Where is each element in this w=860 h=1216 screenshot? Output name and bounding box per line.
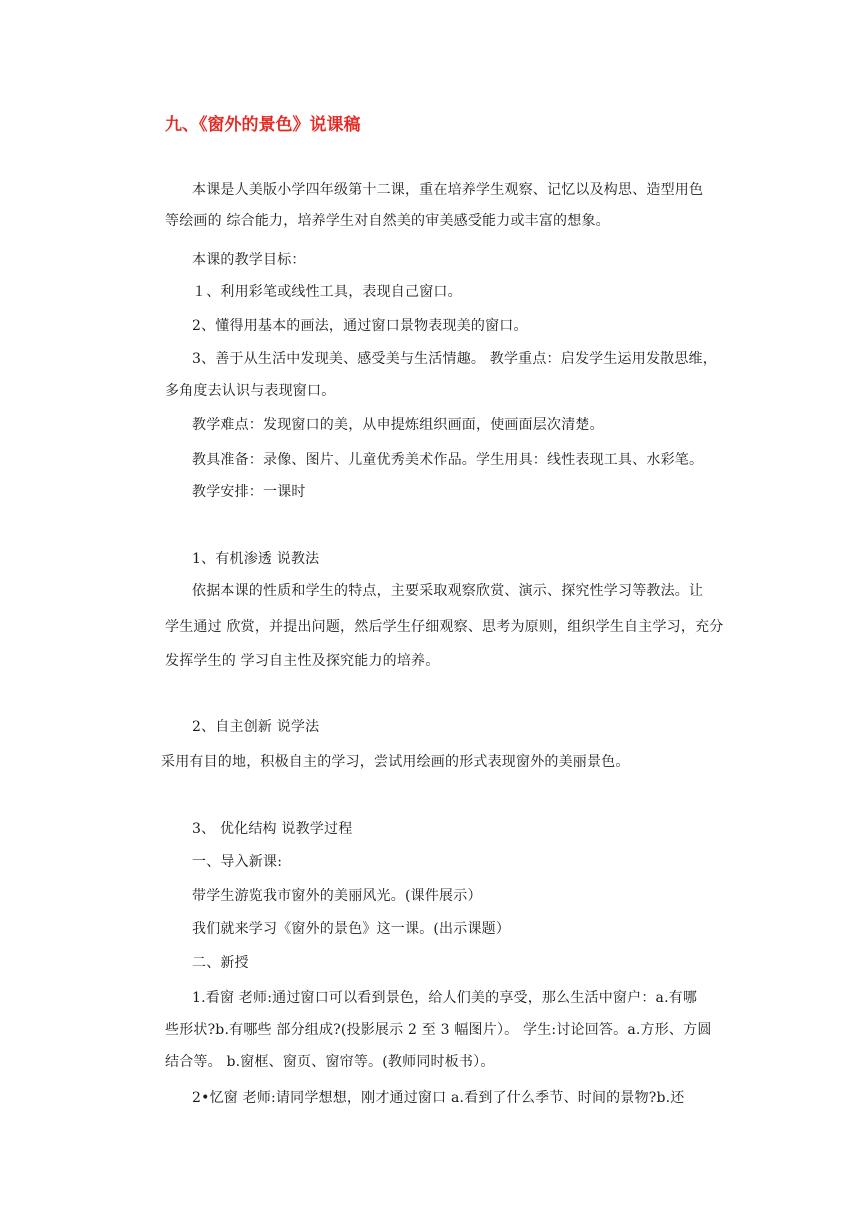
section1-line-1: 依据本课的性质和学生的特点，主要采取观察欣赏、演示、探究性学习等教法。让 [192,583,704,599]
part1-line-2: 我们就来学习《窗外的景色》这一课。(出示课题） [192,921,511,937]
part2-line-1: 1.看窗 老师:通过窗口可以看到景色，给人们美的享受，那么生活中窗户：a.有哪 [192,990,698,1006]
goal-1: １、利用彩笔或线性工具，表现自己窗口。 [192,284,462,300]
part1-heading: 一、导入新课: [192,854,283,870]
schedule-line: 教学安排：一课时 [192,484,306,500]
goal-2: 2、懂得用基本的画法，通过窗口景物表现美的窗口。 [192,318,528,334]
difficulty-line: 教学难点：发现窗口的美，从申提炼组织画面，使画面层次清楚。 [192,417,604,433]
section1-heading: 1、有机渗透 说教法 [192,551,320,567]
part2-heading: 二、新授 [192,955,249,971]
section2-body: 采用有目的地，积极自主的学习，尝试用绘画的形式表现窗外的美丽景色。 [161,754,630,770]
section2-heading: 2、自主创新 说学法 [192,719,320,735]
part2-line-4: 2•忆窗 老师:请同学想想，刚才通过窗口 a.看到了什么季节、时间的景物?b.还 [192,1090,685,1106]
part2-line-3: 结合等。 b.窗框、窗页、窗帘等。(教师同时板书）。 [165,1054,495,1070]
section1-line-2: 学生通过 欣赏，并提出问题，然后学生仔细观察、思考为原则，组织学生自主学习，充分 [165,619,724,635]
goal-3: 3、善于从生活中发现美、感受美与生活情趣。 教学重点：启发学生运用发散思维， [192,351,717,367]
section3-heading: 3、 优化结构 说教学过程 [192,821,353,837]
intro-line-2: 等绘画的 综合能力，培养学生对自然美的审美感受能力或丰富的想象。 [165,213,610,229]
part2-line-2: 些形状?b.有哪些 部分组成?(投影展示 2 至 3 幅图片）。 学生:讨论回答。a.方形、方圆 [165,1022,712,1038]
part1-line-1: 带学生游览我市窗外的美丽风光。(课件展示） [192,888,482,904]
materials-line: 教具准备：录像、图片、儿童优秀美术作品。学生用具：线性表现工具、水彩笔。 [192,452,704,468]
goals-heading: 本课的教学目标： [192,252,306,268]
goal-3-continued: 多角度去认识与表现窗口。 [165,383,336,399]
section1-line-3: 发挥学生的 学习自主性及探究能力的培养。 [165,653,440,669]
document-title: 九、《窗外的景色》说课稿 [165,115,361,135]
intro-line-1: 本课是人美版小学四年级第十二课，重在培养学生观察、记忆以及构思、造型用色 [192,182,704,198]
